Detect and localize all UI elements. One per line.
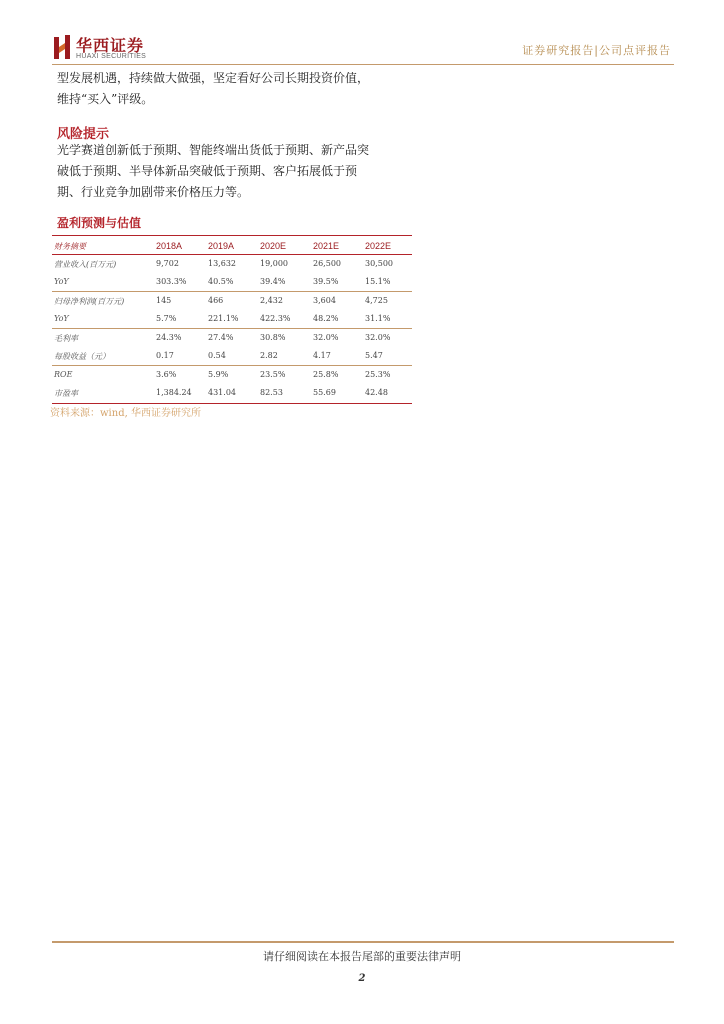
table-cell: 9,702 <box>156 259 179 268</box>
huaxi-logo-icon <box>52 33 72 61</box>
table-cell: 5.7% <box>156 314 177 323</box>
report-type-title: 证券研究报告|公司点评报告 <box>522 44 671 57</box>
table-cell: 25.3% <box>365 370 391 379</box>
table-row <box>52 347 412 365</box>
table-cell: 市盈率 <box>54 389 78 398</box>
table-cell: 1,384.24 <box>156 388 192 397</box>
legal-disclaimer-note: 请仔细阅读在本报告尾部的重要法律声明 <box>263 950 461 963</box>
table-row <box>52 366 412 384</box>
table-cell: 营业收入(百万元) <box>54 260 117 269</box>
table-cell: 19,000 <box>260 259 288 268</box>
table-cell: 5.47 <box>365 351 383 360</box>
footer-divider <box>52 941 674 943</box>
table-header-cell: 2021E <box>313 241 340 251</box>
logo-english-name: HUAXI SECURITIES <box>76 53 147 60</box>
table-cell: 30,500 <box>365 259 393 268</box>
table-row <box>52 310 412 328</box>
paragraph-line: 维持“买入”评级。 <box>57 92 154 106</box>
table-cell: 0.17 <box>156 351 174 360</box>
table-cell: 2.82 <box>260 351 278 360</box>
table-cell: 40.5% <box>208 277 234 286</box>
table-cell: 303.3% <box>156 277 187 286</box>
table-cell: 5.9% <box>208 370 229 379</box>
header-divider <box>52 64 674 65</box>
table-cell: 39.4% <box>260 277 286 286</box>
table-cell: 15.1% <box>365 277 391 286</box>
table-cell: 4.17 <box>313 351 331 360</box>
table-row <box>52 329 412 347</box>
table-cell: 82.53 <box>260 388 283 397</box>
company-logo <box>52 33 172 65</box>
table-header-cell: 2019A <box>208 241 235 251</box>
table-cell: 466 <box>208 296 224 305</box>
table-cell: 431.04 <box>208 388 236 397</box>
table-cell: 4,725 <box>365 296 388 305</box>
table-cell: 13,632 <box>208 259 236 268</box>
table-cell: 32.0% <box>313 333 339 342</box>
paragraph-line: 期、行业竞争加剧带来价格压力等。 <box>57 185 250 199</box>
table-header-cell: 2022E <box>365 241 392 251</box>
table-cell: YoY <box>54 314 69 323</box>
table-header-cell: 2018A <box>156 241 183 251</box>
table-cell: 39.5% <box>313 277 339 286</box>
table-cell: 55.69 <box>313 388 336 397</box>
table-cell: 32.0% <box>365 333 391 342</box>
page-number: 2 <box>358 973 366 984</box>
table-cell: YoY <box>54 277 69 286</box>
table-cell: 422.3% <box>260 314 291 323</box>
table-cell: 221.1% <box>208 314 239 323</box>
table-row <box>52 273 412 291</box>
table-cell: 145 <box>156 296 172 305</box>
table-row <box>52 292 412 310</box>
table-cell: 27.4% <box>208 333 234 342</box>
table-cell: 24.3% <box>156 333 182 342</box>
table-cell: 3,604 <box>313 296 336 305</box>
table-header-cell: 财务摘要 <box>54 242 86 251</box>
table-cell: 2,432 <box>260 296 283 305</box>
table-cell: ROE <box>54 370 73 379</box>
table-cell: 毛利率 <box>54 334 78 343</box>
table-cell: 26,500 <box>313 259 341 268</box>
table-cell: 48.2% <box>313 314 339 323</box>
risk-paragraph <box>57 140 407 203</box>
table-cell: 25.8% <box>313 370 339 379</box>
conclusion-paragraph <box>57 68 417 110</box>
table-row <box>52 384 412 402</box>
paragraph-line: 型发展机遇，持续做大做强，坚定看好公司长期投资价值， <box>57 71 370 85</box>
risk-section-title: 风险提示 <box>57 127 110 142</box>
table-cell: 3.6% <box>156 370 177 379</box>
forecast-table-title: 盈利预测与估值 <box>57 216 142 230</box>
logo-chinese-name: 华西证券 <box>76 36 145 55</box>
table-cell: 每股收益（元） <box>54 352 110 361</box>
paragraph-line: 光学赛道创新低于预期、智能终端出货低于预期、新产品突 <box>57 143 370 157</box>
table-row <box>52 255 412 273</box>
paragraph-line: 破低于预期、半导体新品突破低于预期、客户拓展低于预 <box>57 164 358 178</box>
table-header-row <box>52 237 412 255</box>
table-cell: 23.5% <box>260 370 286 379</box>
table-cell: 30.8% <box>260 333 286 342</box>
table-cell: 42.48 <box>365 388 388 397</box>
table-cell: 31.1% <box>365 314 391 323</box>
table-top-rule <box>52 235 412 236</box>
table-cell: 0.54 <box>208 351 226 360</box>
table-source-note: 资料来源：wind, 华西证券研究所 <box>50 408 201 419</box>
table-header-cell: 2020E <box>260 241 287 251</box>
table-cell: 归母净利润(百万元) <box>54 297 125 306</box>
